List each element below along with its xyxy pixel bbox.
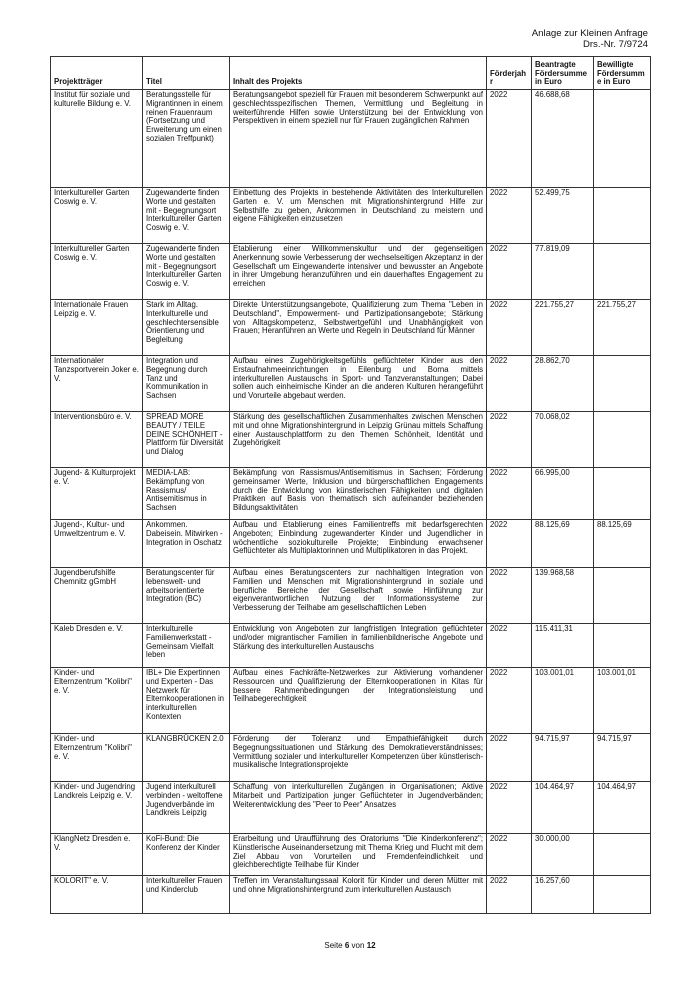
cell-approved [594, 834, 651, 876]
funding-table [50, 56, 651, 914]
cell-requested: 52.499,75 [532, 188, 594, 244]
cell-content: Aufbau eines Zugehörigkeitsgefühls geflüchteter Kinder aus den Erstaufnahmeeinrichtungen in Eilenburg und Borna mittels interkulturellen Austauschs in Sport- und Tanzveranstaltungen; Dabei sollen auch einheimische Kinder an die anderen Kulturen herangeführt und Vorurteile abgebaut werden. [230, 356, 487, 412]
cell-title: Beratungscenter für lebenswelt- und arbeitsorientierte Integration (BC) [143, 568, 230, 624]
cell-requested: 77.819,09 [532, 244, 594, 300]
cell-year: 2022 [487, 624, 532, 668]
page-label: Seite [324, 941, 343, 950]
cell-content: Direkte Unterstützungsangebote, Qualifizierung zum Thema "Leben in Deutschland", Empowerment- und Partizipationsangebote; Stärkung von Alltagskompetenz, Selbstwertgefühl und Unabhängigkeit von Frauen; Heranführen an Werte und Regeln in Deutschland für Männer [230, 300, 487, 356]
header-line-2: Drs.-Nr. 7/9724 [582, 39, 648, 50]
cell-approved [594, 188, 651, 244]
table-row [51, 734, 651, 782]
cell-sponsor: Jugend- & Kulturprojekt e. V. [51, 468, 143, 520]
cell-approved [594, 468, 651, 520]
cell-requested: 103.001,01 [532, 668, 594, 734]
cell-year: 2022 [487, 782, 532, 834]
cell-content: Einbettung des Projekts in bestehende Aktivitäten des Interkulturellen Garten e. V. um Menschen mit Migrationshintergrund Hilfe zur Selbsthilfe zu geben, Ankommen in Deutschland zu meistern und eigene Fähigkeiten einzusetzen [230, 188, 487, 244]
col-header-year: Förderjahr [487, 57, 532, 90]
cell-requested: 66.995,00 [532, 468, 594, 520]
cell-year: 2022 [487, 412, 532, 468]
cell-requested: 139.968,58 [532, 568, 594, 624]
cell-sponsor: Interventionsbüro e. V. [51, 412, 143, 468]
cell-sponsor: Interkultureller Garten Coswig e. V. [51, 244, 143, 300]
cell-approved [594, 244, 651, 300]
table-row [51, 520, 651, 568]
cell-title: Jugend interkulturell verbinden - weltoffene Jugendverbände im Landkreis Leipzig [143, 782, 230, 834]
cell-title: Integration und Begegnung durch Tanz und Kommunikation in Sachsen [143, 356, 230, 412]
page-header [532, 28, 648, 50]
cell-requested: 104.464,97 [532, 782, 594, 834]
table-row [51, 876, 651, 914]
cell-approved: 104.464,97 [594, 782, 651, 834]
col-header-content: Inhalt des Projekts [230, 57, 487, 90]
cell-approved [594, 356, 651, 412]
cell-year: 2022 [487, 188, 532, 244]
cell-year: 2022 [487, 468, 532, 520]
cell-approved: 94.715,97 [594, 734, 651, 782]
cell-requested: 46.688,68 [532, 90, 594, 188]
cell-year: 2022 [487, 834, 532, 876]
cell-year: 2022 [487, 90, 532, 188]
cell-title: KoFi-Bund: Die Konferenz der Kinder [143, 834, 230, 876]
col-header-requested: Beantragte Fördersumme in Euro [532, 57, 594, 90]
cell-approved: 88.125,69 [594, 520, 651, 568]
cell-sponsor: Kinder- und Elternzentrum "Kolibri" e. V. [51, 734, 143, 782]
cell-content: Bekämpfung von Rassismus/Antisemitismus in Sachsen; Förderung gemeinsamer Werte, Inklusion und bürgerschaftlichen Engagements durch die Entwicklung von künstlerischen Fähigkeiten und digitalen Praktiken auf Basis von thematisch sich aufeinander beziehenden Bildungsaktivitäten [230, 468, 487, 520]
cell-content: Treffen im Veranstaltungssaal Kolorit für Kinder und deren Mütter mit und ohne Migrationshintergrund zum interkulturellen Austausch [230, 876, 487, 914]
cell-sponsor: KlangNetz Dresden e. V. [51, 834, 143, 876]
col-header-approved: Bewilligte Fördersumme in Euro [594, 57, 651, 90]
cell-requested: 94.715,97 [532, 734, 594, 782]
cell-sponsor: Kinder- und Elternzentrum "Kolibri" e. V. [51, 668, 143, 734]
cell-title: MEDIA-LAB: Bekämpfung von Rassismus/ Antisemitismus in Sachsen [143, 468, 230, 520]
table-row [51, 188, 651, 244]
table-body [51, 90, 651, 914]
page-footer [0, 941, 700, 950]
cell-requested: 88.125,69 [532, 520, 594, 568]
cell-sponsor: Institut für soziale und kulturelle Bildung e. V. [51, 90, 143, 188]
cell-approved: 103.001,01 [594, 668, 651, 734]
cell-content: Aufbau und Etablierung eines Familientreffs mit bedarfsgerechten Angeboten; Einbindung zugewanderter Kinder und Jugendlicher in wöchentliche soziokulturelle Projekte; Einbindung erwachsener Geflüchteter als Multiplaktorinnen und Multiplikatoren in das Projekt. [230, 520, 487, 568]
cell-title: Zugewanderte finden Worte und gestalten mit - Begegnungsort Interkultureller Garten Coswig e. V. [143, 244, 230, 300]
cell-year: 2022 [487, 300, 532, 356]
cell-content: Schaffung von interkulturellen Zugängen in Organisationen; Aktive Mitarbeit und Partizipation junger Geflüchteter in Jugendverbänden; Weiterentwicklung des "Peer to Peer" Ansatzes [230, 782, 487, 834]
table-row [51, 300, 651, 356]
cell-requested: 30.000,00 [532, 834, 594, 876]
cell-content: Stärkung des gesellschaftlichen Zusammenhaltes zwischen Menschen mit und ohne Migrationshintergrund in Leipzig Grünau mittels Schaffung einer Austauschplattform zu den Themen Schönheit, Identität und Zugehörigkeit [230, 412, 487, 468]
table-row [51, 468, 651, 520]
cell-approved [594, 412, 651, 468]
cell-requested: 221.755,27 [532, 300, 594, 356]
cell-sponsor: Interkultureller Garten Coswig e. V. [51, 188, 143, 244]
cell-requested: 28.862,70 [532, 356, 594, 412]
cell-title: Beratungsstelle für Migrantinnen in einem reinen Frauenraum (Fortsetzung und Erweiterung um einen sozialen Treffpunkt) [143, 90, 230, 188]
cell-sponsor: KOLORIT" e. V. [51, 876, 143, 914]
table-row [51, 782, 651, 834]
cell-sponsor: Kaleb Dresden e. V. [51, 624, 143, 668]
page-total: 12 [366, 941, 376, 950]
cell-year: 2022 [487, 668, 532, 734]
cell-approved [594, 624, 651, 668]
table-header-row [51, 57, 651, 90]
cell-title: IBL+ Die Expertinnen und Experten - Das Netzwerk für Elternkooperationen in interkulturellen Kontexten [143, 668, 230, 734]
header-line-1: Anlage zur Kleinen Anfrage [531, 28, 648, 39]
cell-requested: 70.068,02 [532, 412, 594, 468]
table-row [51, 624, 651, 668]
table-row [51, 412, 651, 468]
cell-requested: 115.411,31 [532, 624, 594, 668]
cell-year: 2022 [487, 244, 532, 300]
cell-sponsor: Jugend-, Kultur- und Umweltzentrum e. V. [51, 520, 143, 568]
cell-content: Aufbau eines Fachkräfte-Netzwerkes zur Aktivierung vorhandener Ressourcen und Qualifizierung der Elternkooperationen in Kitas für bessere Rahmenbedingungen der Integrationsleistung und Teilhabegerechtigkeit [230, 668, 487, 734]
cell-sponsor: Jugendberufshilfe Chemnitz gGmbH [51, 568, 143, 624]
cell-approved [594, 90, 651, 188]
cell-sponsor: Internationaler Tanzsportverein Joker e. V. [51, 356, 143, 412]
cell-year: 2022 [487, 356, 532, 412]
cell-sponsor: Kinder- und Jugendring Landkreis Leipzig e. V. [51, 782, 143, 834]
cell-title: Stark im Alltag. Interkulturelle und geschlechtersensible Orientierung und Begleitung [143, 300, 230, 356]
cell-title: SPREAD MORE BEAUTY / TEILE DEINE SCHÖNHEIT - Plattform für Diversität und Dialog [143, 412, 230, 468]
cell-approved: 221.755,27 [594, 300, 651, 356]
cell-title: Interkultureller Frauen und Kinderclub [143, 876, 230, 914]
cell-content: Förderung der Toleranz und Empathiefähigkeit durch Begegnungssituationen und Stärkung des Demokratieverständnisses; Vermittlung sozialer und interkultureller Kompetenzen über künstlerisch-musikalische Integrationsprojekte [230, 734, 487, 782]
col-header-sponsor: Projektträger [51, 57, 143, 90]
table-row [51, 668, 651, 734]
cell-approved [594, 876, 651, 914]
cell-content: Beratungsangebot speziell für Frauen mit besonderem Schwerpunkt auf geschlechtsspezifischen Themen, Vermittlung und Begleitung in weiterführende Hilfen sowie Unterstützung bei der Entwicklung von Perspektiven in einem speziell nur für Frauen zugänglichen Rahmen [230, 90, 487, 188]
cell-content: Etablierung einer Willkommenskultur und der gegenseitigen Anerkennung sowie Verbesserung der wechselseitigen Akzeptanz in der Gesellschaft um Eingewanderte intensiver und bewusster an Angebote in ihrer Umgebung heranzuführen und ein dauerhaftes Engagement zu erreichen [230, 244, 487, 300]
cell-requested: 16.257,60 [532, 876, 594, 914]
cell-content: Entwicklung von Angeboten zur langfristigen Integration geflüchteter und/oder migrantischer Familien in familienbildnerische Angebote und Stärkung des interkulturellen Austauschs [230, 624, 487, 668]
col-header-title: Titel [143, 57, 230, 90]
cell-year: 2022 [487, 734, 532, 782]
cell-content: Aufbau eines Beratungscenters zur nachhaltigen Integration von Familien und Menschen mit Migrationshintergrund in soziale und berufliche Bereiche der Gesellschaft sowie Hinführung zur eigenverantwortlichen Nutzung der Informationssysteme zur Verbesserung der Teilhabe am gesellschaftlichen Leben [230, 568, 487, 624]
table-row [51, 244, 651, 300]
cell-year: 2022 [487, 568, 532, 624]
cell-title: KLANGBRÜCKEN 2.0 [143, 734, 230, 782]
cell-title: Interkulturelle Familienwerkstatt - Gemeinsam Vielfalt leben [143, 624, 230, 668]
page-current: 6 [344, 941, 350, 950]
cell-year: 2022 [487, 876, 532, 914]
page-separator: von [351, 941, 365, 950]
cell-title: Ankommen. Dabeisein. Mitwirken - Integration in Oschatz [143, 520, 230, 568]
table-row [51, 568, 651, 624]
cell-year: 2022 [487, 520, 532, 568]
cell-sponsor: Internationale Frauen Leipzig e. V. [51, 300, 143, 356]
cell-content: Erarbeitung und Uraufführung des Oratoriums "Die Kinderkonferenz"; Künstlerische Auseinandersetzung mit Thema Krieg und Flucht mit dem Ziel Abbau von Vorurteilen und Fremdenfeindlichkeit und gleichberechtigte Teilhabe für Kinder [230, 834, 487, 876]
table-row [51, 90, 651, 188]
cell-title: Zugewanderte finden Worte und gestalten mit - Begegnungsort Interkultureller Garten Coswig e. V. [143, 188, 230, 244]
cell-approved [594, 568, 651, 624]
table-row [51, 356, 651, 412]
table-row [51, 834, 651, 876]
